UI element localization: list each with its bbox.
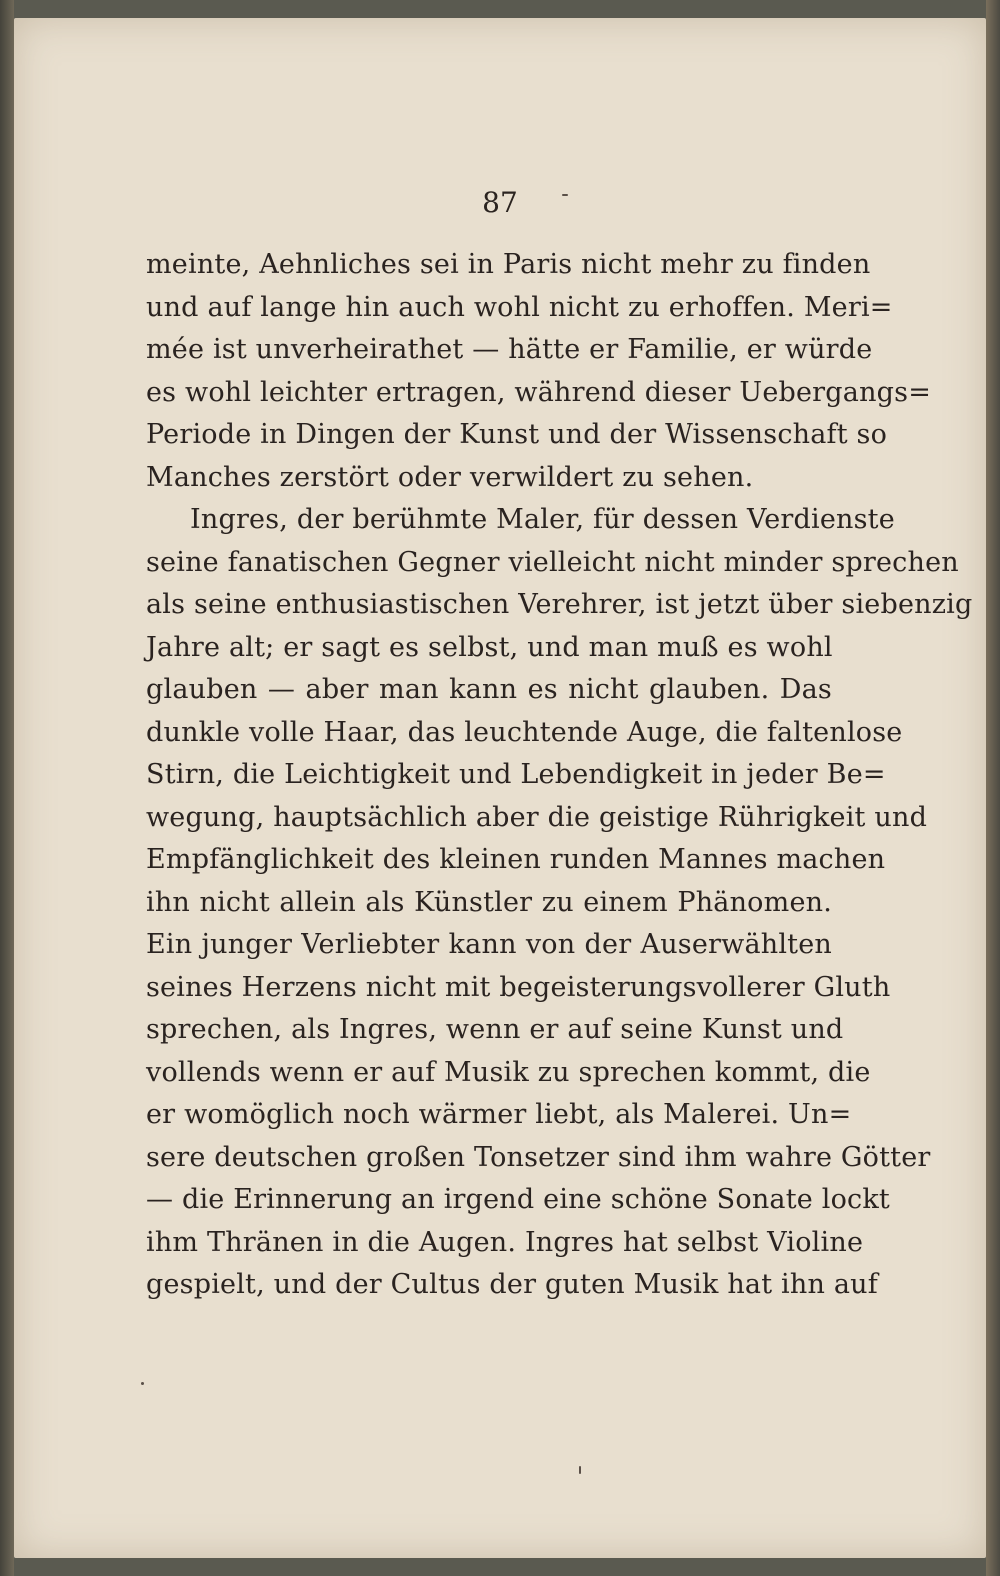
text-line: Jahre alt; er sagt es selbst, und man muß es wohl: [146, 631, 833, 663]
text-line: ihm Thränen in die Augen. Ingres hat selbst Violine: [146, 1226, 864, 1258]
body-text: [146, 244, 973, 1307]
text-line: gespielt, und der Cultus der guten Musik hat ihn auf: [146, 1269, 878, 1300]
text-line: Ingres, der berühmte Maler, für dessen Verdienste: [190, 504, 895, 535]
text-line: als seine enthusiastischen Verehrer, ist jetzt über siebenzig: [146, 589, 973, 620]
text-line: — die Erinnerung an irgend eine schöne Sonate lockt: [146, 1184, 890, 1215]
text-line: Ein junger Verliebter kann von der Auserwählten: [146, 929, 832, 960]
text-line: seine fanatischen Gegner vielleicht nicht minder sprechen: [146, 546, 959, 578]
page-number: 87: [482, 186, 518, 219]
text-line: es wohl leichter ertragen, während dieser Uebergangs=: [146, 376, 932, 408]
text-line: wegung, hauptsächlich aber die geistige Rührigkeit und: [146, 801, 928, 833]
text-line: sprechen, als Ingres, wenn er auf seine Kunst und: [146, 1014, 844, 1045]
text-line: Stirn, die Leichtigkeit und Lebendigkeit in jeder Be=: [146, 759, 886, 790]
book-edge-right: [986, 0, 1000, 1576]
paper-speck: [141, 1382, 144, 1385]
text-line: vollends wenn er auf Musik zu sprechen kommt, die: [146, 1056, 871, 1088]
paper-speck: [562, 194, 568, 196]
text-line: seines Herzens nicht mit begeisterungsvollerer Gluth: [146, 971, 891, 1003]
paper-speck: [579, 1466, 581, 1474]
book-page: [14, 18, 986, 1558]
text-line: mée ist unverheirathet — hätte er Familie, er würde: [146, 334, 873, 365]
text-line: Empfänglichkeit des kleinen runden Mannes machen: [146, 844, 886, 875]
text-line: ihn nicht allein als Künstler zu einem Phänomen.: [146, 886, 832, 918]
text-line: sere deutschen großen Tonsetzer sind ihm wahre Götter: [146, 1141, 931, 1173]
text-line: dunkle volle Haar, das leuchtende Auge, die faltenlose: [146, 716, 903, 748]
text-line: er womöglich noch wärmer liebt, als Malerei. Un=: [146, 1099, 852, 1130]
book-edge-left: [0, 0, 14, 1576]
text-line: meinte, Aehnliches sei in Paris nicht mehr zu finden: [146, 249, 871, 280]
text-line: glauben — aber man kann es nicht glauben. Das: [146, 674, 832, 705]
text-line: Periode in Dingen der Kunst und der Wissenschaft so: [146, 419, 888, 450]
text-line: Manches zerstört oder verwildert zu sehen.: [146, 461, 754, 493]
text-line: und auf lange hin auch wohl nicht zu erhoffen. Meri=: [146, 291, 893, 323]
